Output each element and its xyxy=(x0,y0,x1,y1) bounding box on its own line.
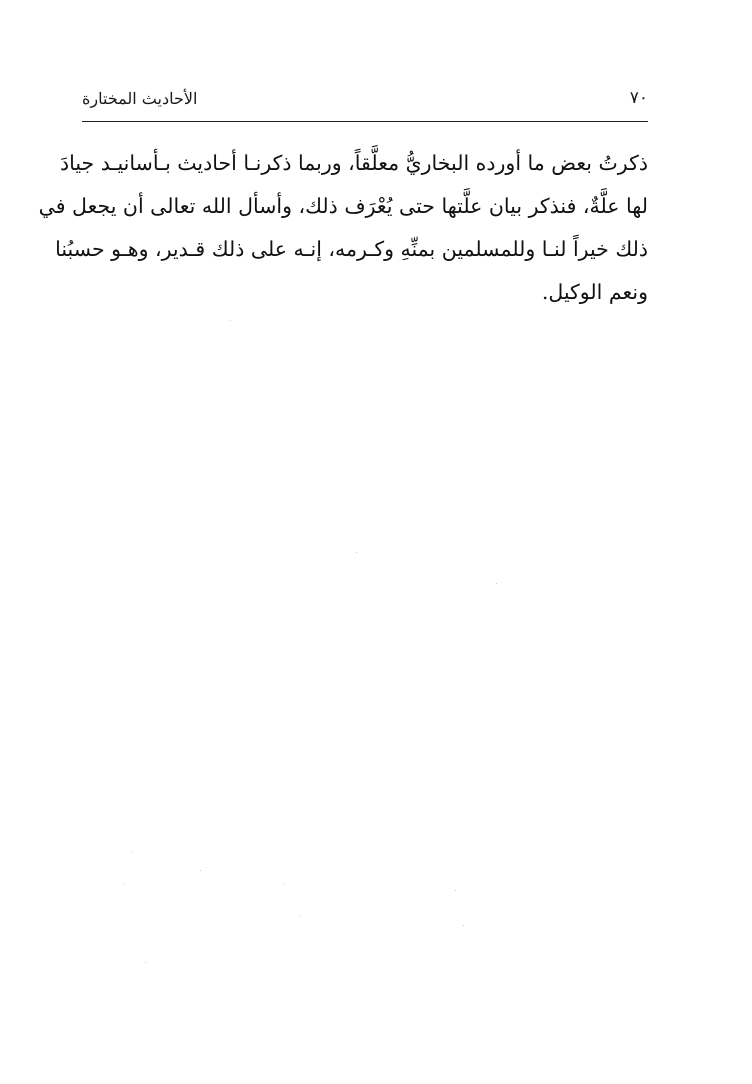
page-number: ٧٠ xyxy=(629,88,648,108)
paragraph-line-2: لها علَّةٌ، فنذكر بيان علَّتها حتى يُعْرَف ذلك، وأسأل الله تعالى أن يجعل في xyxy=(38,194,648,218)
scan-speck xyxy=(131,852,132,853)
scan-speck xyxy=(283,884,284,885)
paragraph-line-3: ذلك خيراً لنـا وللمسلمين بمنِّهِ وكـرمه، إنـه على ذلك قـدير، وهـو حسبُنا xyxy=(55,237,648,261)
body-paragraph xyxy=(38,142,648,314)
scan-speck xyxy=(496,583,497,584)
scan-speck xyxy=(455,890,456,891)
header-divider xyxy=(82,121,648,122)
scan-speck xyxy=(200,870,201,871)
scan-speck xyxy=(230,320,231,321)
scan-speck xyxy=(124,884,125,885)
scan-speck xyxy=(356,552,357,553)
scan-speck xyxy=(145,962,146,963)
paragraph-line-1: ذكرتُ بعض ما أورده البخاريُّ معلَّقاً، وربما ذكرنـا أحاديث بـأسانيـد جيادَ xyxy=(59,151,648,175)
scan-speck xyxy=(300,916,301,917)
scan-speck xyxy=(463,925,464,926)
paragraph-line-4: ونعم الوكيل. xyxy=(541,280,648,304)
running-header xyxy=(82,86,648,110)
running-header-title: الأحاديث المختارة xyxy=(82,88,198,108)
